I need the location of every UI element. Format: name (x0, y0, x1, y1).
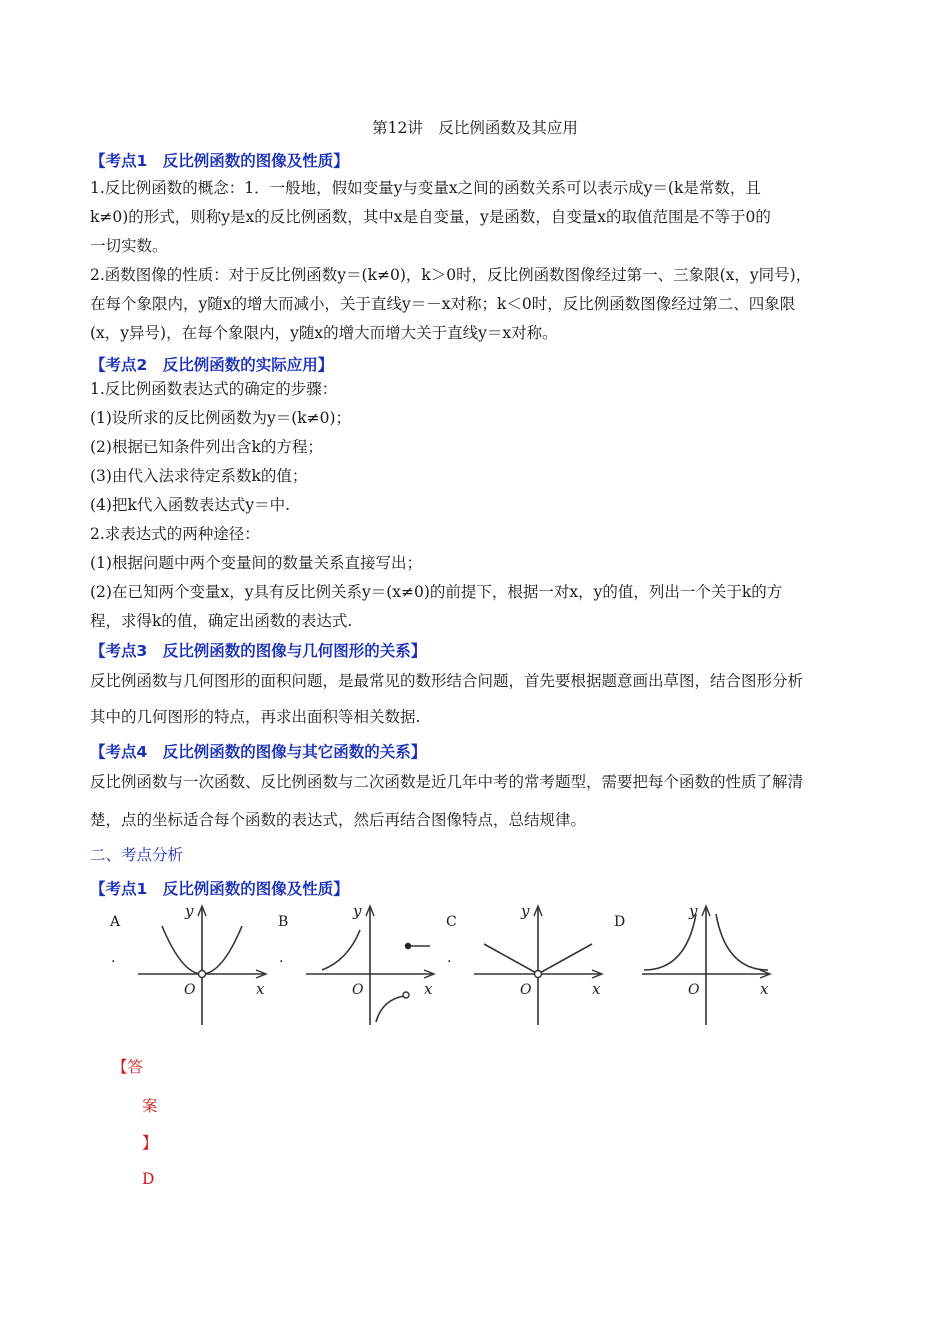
graph-b-open-point (403, 992, 409, 998)
answer-part-2: 案 (142, 1097, 158, 1115)
graph-b-curve-lower (376, 996, 404, 1022)
section-2-line-1: 1.反比例函数表达式的确定的步骤： (90, 380, 338, 398)
graph-b-x-label: x (424, 980, 433, 998)
section-2-line-3: (2)根据已知条件列出含k的方程； (90, 438, 323, 456)
section-heading-2: 【考点2 反比例函数的实际应用】 (90, 356, 334, 374)
analysis-section-title: 二、考点分析 (90, 846, 184, 864)
section-2-line-5: (4)把k代入函数表达式y＝中. (90, 496, 291, 514)
page-title: 第12讲 反比例函数及其应用 (372, 119, 578, 137)
graph-a-origin-label: O (184, 982, 196, 998)
graph-b-curve-upper (322, 930, 360, 970)
analysis-heading: 【考点1 反比例函数的图像及性质】 (90, 880, 349, 898)
section-heading-1: 【考点1 反比例函数的图像及性质】 (90, 152, 349, 170)
graph-a-axes (138, 908, 264, 1025)
graph-c-origin-label: O (520, 982, 532, 998)
section-heading-3: 【考点3 反比例函数的图像与几何图形的关系】 (90, 642, 427, 660)
graph-b-y-label: y (353, 902, 362, 920)
answer-value: D (142, 1170, 155, 1188)
graph-d-curve-left (644, 914, 696, 970)
option-c-dot: . (447, 950, 452, 966)
option-b-label: B (278, 914, 289, 930)
graph-d (636, 900, 806, 1028)
graph-d-curve-right (716, 914, 768, 970)
option-d-label: D (614, 914, 626, 930)
section-4-line-1: 反比例函数与一次函数、反比例函数与二次函数是近几年中考的常考题型，需要把每个函数的性质了解清 (90, 773, 804, 791)
section-1-line-2: k≠0)的形式，则称y是x的反比例函数，其中x是自变量，y是函数，自变量x的取值范围是不等于0的 (90, 208, 771, 226)
option-a-label: A (110, 914, 121, 930)
graph-d-y-label: y (689, 902, 698, 920)
graph-c-axes (474, 908, 600, 1025)
section-2-line-6: 2.求表达式的两种途径： (90, 525, 260, 543)
graph-a-y-label: y (185, 902, 194, 920)
answer-part-1: 【答 (112, 1058, 144, 1076)
section-2-line-8: (2)在已知两个变量x，y具有反比例关系y＝(x≠0)的前提下，根据一对x，y的值，列出一个关于k的方 (90, 583, 783, 601)
section-3-line-2: 其中的几何图形的特点，再求出面积等相关数据. (90, 708, 421, 726)
section-2-line-7: (1)根据问题中两个变量间的数量关系直接写出； (90, 554, 422, 572)
graph-a (132, 900, 302, 1028)
section-heading-4: 【考点4 反比例函数的图像与其它函数的关系】 (90, 743, 427, 761)
graph-b-solid-point (405, 943, 411, 949)
section-4-line-2: 楚，点的坐标适合每个函数的表达式，然后再结合图像特点，总结规律。 (90, 811, 587, 829)
section-2-line-9: 程，求得k的值，确定出函数的表达式. (90, 612, 353, 630)
graph-c-x-label: x (592, 980, 601, 998)
section-2-line-4: (3)由代入法求待定系数k的值； (90, 467, 308, 485)
graph-a-origin-point (199, 971, 206, 978)
option-a-dot: . (111, 950, 116, 966)
section-1-line-1: 1.反比例函数的概念：1．一般地，假如变量y与变量x之间的函数关系可以表示成y＝(k是常数，且 (90, 179, 761, 197)
option-b-dot: . (279, 950, 284, 966)
answer-part-3: 】 (142, 1134, 158, 1152)
graph-d-x-label: x (760, 980, 769, 998)
section-3-line-1: 反比例函数与几何图形的面积问题，是最常见的数形结合问题，首先要根据题意画出草图，结合图形分析 (90, 672, 804, 690)
graph-b-origin-label: O (352, 982, 364, 998)
section-1-line-6: (x，y异号)，在每个象限内，y随x的增大而增大关于直线y＝x对称。 (90, 324, 558, 342)
section-1-line-3: 一切实数。 (90, 237, 168, 255)
graph-c-origin-point (535, 971, 542, 978)
graph-b (300, 900, 470, 1028)
section-1-line-4: 2.函数图像的性质：对于反比例函数y＝(k≠0)，k＞0时，反比例函数图像经过第一、三象限(x，y同号)， (90, 266, 812, 284)
graph-d-origin-label: O (688, 982, 700, 998)
graph-c-y-label: y (521, 902, 530, 920)
section-1-line-5: 在每个象限内，y随x的增大而减小，关于直线y＝－x对称；k＜0时，反比例函数图像经过第二、四象限 (90, 295, 796, 313)
section-2-line-2: (1)设所求的反比例函数为y＝(k≠0)； (90, 409, 352, 427)
graph-b-axes (306, 908, 432, 1025)
option-c-label: C (446, 914, 457, 930)
graph-c (468, 900, 638, 1028)
graph-a-x-label: x (256, 980, 265, 998)
